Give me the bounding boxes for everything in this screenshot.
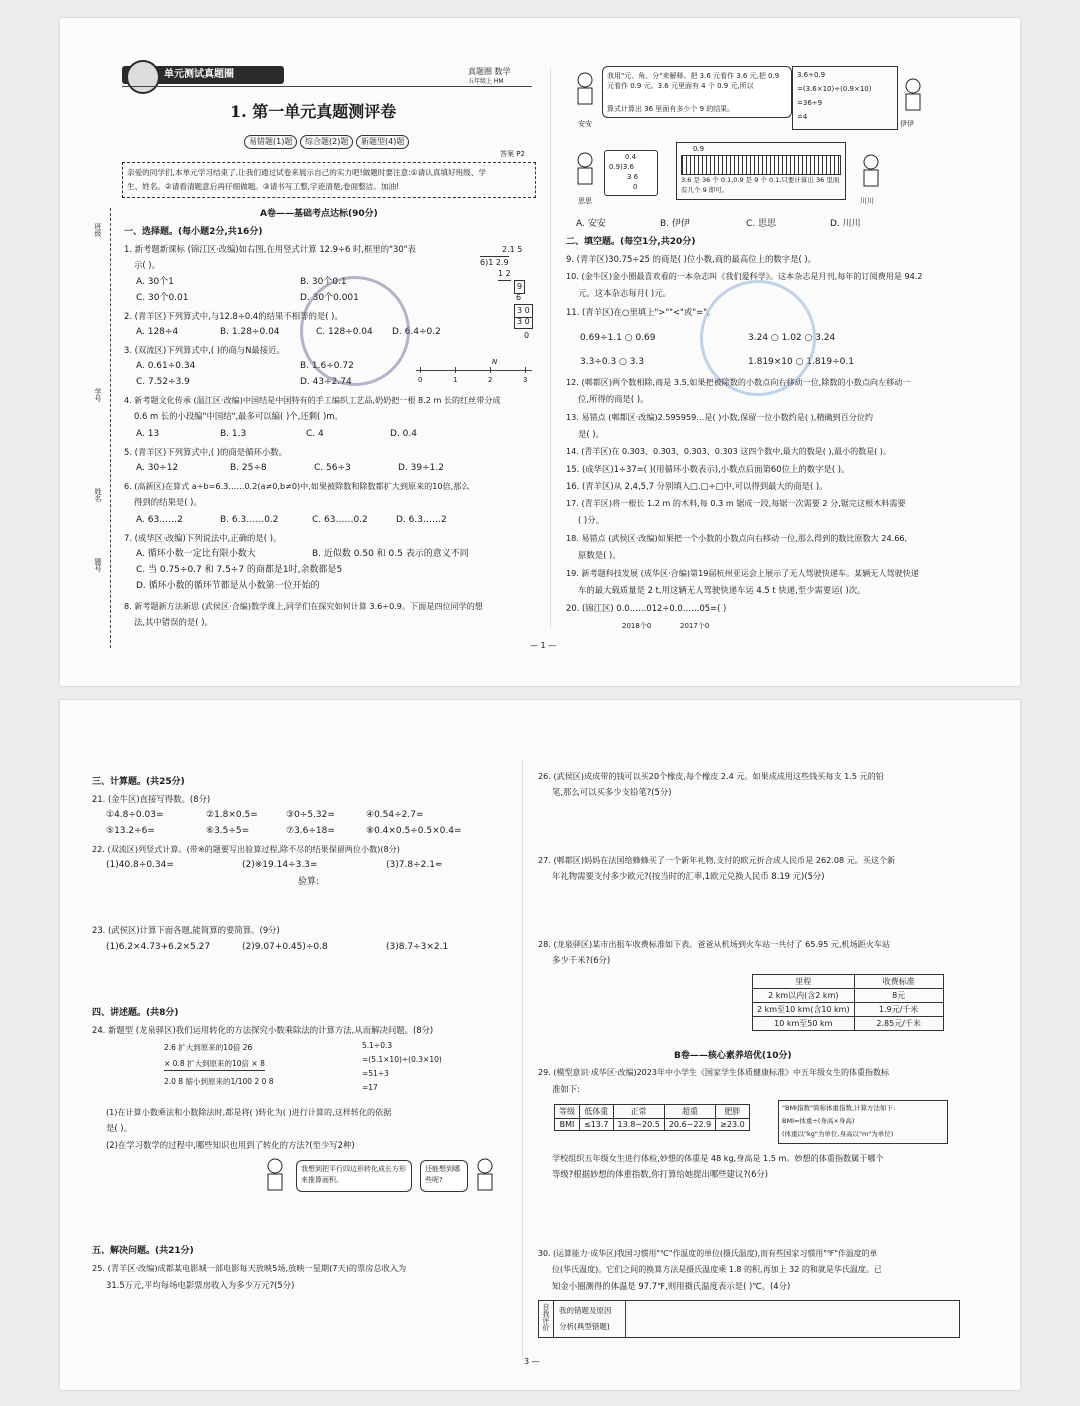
badge-2: 综合题(2)题 (300, 135, 353, 149)
q21-item-2: ②1.8×0.5= (206, 810, 258, 820)
q21-item-5: ⑤13.2÷6= (106, 826, 155, 836)
bmi-header-cell: 肥胖 (716, 1105, 750, 1119)
answer-ref: 答案 P2 (500, 150, 525, 158)
q3-option-a: A. 0.61÷0.34 (136, 361, 196, 371)
yiyi-line-3: =36÷9 (797, 99, 823, 107)
bmi-header-cell: 低体重 (580, 1105, 614, 1119)
q4-option-a: A. 13 (136, 429, 160, 439)
q24-row-2: × 0.8 扩大到原来的10倍 × 8 (164, 1058, 265, 1071)
q12-text-b: 位,所得的商是( )。 (578, 394, 649, 404)
q26-text-a: 26. (武侯区)成成带的钱可以买20个橡皮,每个橡皮 2.4 元。如果成成用这些钱买每支 1.5 元的铅 (538, 771, 884, 781)
bmi-header-cell: 等级 (555, 1105, 580, 1119)
anan-avatar-icon (574, 72, 596, 106)
q4-option-b: B. 1.3 (220, 429, 247, 439)
q7-text: 7. (成华区·改编)下列说法中,正确的是( )。 (124, 533, 282, 543)
div-remainder: 0 (524, 331, 530, 340)
q2-option-b: B. 1.28÷0.04 (220, 327, 280, 337)
q18-text-b: 原数是( )。 (578, 550, 621, 560)
bmi-header-cell: 正常 (613, 1105, 664, 1119)
header-sub: 五年级上 HM (468, 78, 504, 85)
bmi-note-2: BMI=体重÷(身高×身高) (782, 1117, 855, 1125)
q21-text: 21. (金牛区)直接写得数。(8分) (92, 794, 211, 804)
q8-option-b: B. 伊伊 (660, 219, 690, 229)
self-review-box (538, 1300, 960, 1338)
q29-text-a: 29. (模型意识·成华区·改编)2023年中小学生《国家学生体质健康标准》中五年级女生的体重指数标 (538, 1068, 889, 1077)
q24-right-calc (362, 1040, 458, 1102)
badge-3: 新题型(4)题 (356, 135, 409, 149)
q13-text-b: 是( )。 (578, 429, 604, 439)
exam-page-2 (60, 700, 1020, 1390)
q8-option-a: A. 安安 (576, 219, 606, 229)
q21-item-6: ⑥3.5÷5= (206, 826, 250, 836)
page-title: 1. 第一单元真题测评卷 (230, 102, 397, 121)
mascot-icon (126, 60, 160, 94)
taxi-cell: 2.85元/千米 (854, 1017, 943, 1031)
name-chuan: 川川 (860, 197, 874, 205)
girl-speech: 还能想到哪些呢? (425, 1165, 460, 1184)
stamp-watermark (300, 276, 410, 386)
q11-item-3: 3.3÷0.3 ○ 3.3 (580, 357, 645, 367)
numline-0: 0 (418, 376, 423, 384)
chuan-grid (681, 155, 841, 175)
q5-text: 5. (青羊区)下列算式中,( )的商是循环小数。 (124, 447, 288, 457)
girl-speech-bubble (420, 1160, 468, 1192)
q1-text-a: 1. 新考题新课标 (锦江区·改编)如右图,在用竖式计算 12.9÷6 时,框里的"30"表 (124, 244, 416, 254)
side-label-seat: 题号 (94, 558, 102, 572)
taxi-cell: 8元 (854, 989, 943, 1003)
yiyi-calc-box (792, 66, 898, 130)
boy-avatar-icon (264, 1158, 286, 1192)
boy-speech-bubble (296, 1160, 412, 1192)
q1-option-d: D. 30个0.001 (300, 293, 359, 303)
q7-option-b: B. 近似数 0.50 和 0.5 表示的意义不同 (312, 549, 469, 559)
numline-1: 1 (453, 376, 458, 384)
section-2-title: 二、填空题。(每空1分,共20分) (566, 237, 696, 247)
q11-text: 11. (青羊区)在○里填上">""<"或"="。 (566, 307, 716, 317)
q11-item-1: 0.69÷1.1 ○ 0.69 (580, 333, 656, 343)
q7-option-d: D. 循环小数的循环节都是从小数第一位开始的 (136, 581, 320, 591)
q24-part-1b: 是( )。 (106, 1123, 132, 1133)
name-sisi: 思思 (578, 197, 592, 205)
side-label-name: 姓名 (94, 488, 102, 502)
sisi-line-4: 0 (633, 183, 638, 191)
taxi-cell: 1.9元/千米 (854, 1003, 943, 1017)
numline-2: 2 (488, 376, 493, 384)
q7-option-a: A. 循环小数一定比有限小数大 (136, 549, 256, 559)
q20-sub-2: 2017个0 (680, 622, 710, 630)
q5-option-a: A. 30÷12 (136, 463, 179, 473)
anan-speech-2: 算式计算出 36 里面有多少个 9 的结果。 (607, 105, 735, 113)
q17-text-a: 17. (青羊区)将一根长 1.2 m 的木料,每 0.3 m 锯成一段,每锯一次需要 2 分,锯完这根木料需要 (566, 498, 906, 508)
q4-option-c: C. 4 (306, 429, 324, 439)
review-row-2: 分析(典型错题) (559, 1322, 610, 1331)
name-yiyi: 伊伊 (900, 120, 914, 128)
q4-text-a: 4. 新考题文化传承 (温江区·改编)中国结是中国特有的手工编织工艺品,奶奶把一根 8.2 m 长的红丝带分成 (124, 395, 501, 405)
intro-line-1: 亲爱的同学们,本单元学习结束了,让我们通过试卷来展示自己的实力吧!做题时要注意:①请认真填好班级、学 (127, 168, 486, 177)
q3-option-b: B. 1.6÷0.72 (300, 361, 354, 371)
taxi-table-row (753, 1003, 944, 1017)
q11-item-4: 1.819×10 ○ 1.819÷0.1 (748, 357, 854, 367)
anan-speech-bubble (602, 66, 792, 118)
section-b-title: B卷——核心素养培优(10分) (674, 1051, 792, 1061)
q14-text: 14. (青羊区)在 0.303、0.3̇03̇、0.30̇3̇、0.303 这四个数中,最大的数是( ),最小的数是( )。 (566, 447, 891, 456)
q21-item-3: ③0÷5.32= (286, 810, 335, 820)
review-row-1: 我的错题及原因 (559, 1306, 612, 1315)
header-right: 真题圈 数学 (468, 67, 511, 76)
bmi-value-row (555, 1119, 750, 1131)
q22-check-label: 验算: (298, 877, 320, 887)
q4-option-d: D. 0.4 (390, 429, 417, 439)
q15-text: 15. (成华区)1÷37=( )(用循环小数表示),小数点后面第60位上的数字是( )。 (566, 464, 850, 474)
q10-text-b: 元。这本杂志每月( )元。 (578, 288, 671, 298)
numline-3: 3 (523, 376, 528, 384)
q21-item-8: ⑧0.4×0.5÷0.5×0.4= (366, 826, 462, 836)
q24-right-2: =(5.1×10)÷(0.3×10) (362, 1055, 442, 1064)
q5-option-b: B. 25÷8 (230, 463, 267, 473)
q17-text-b: ( )分。 (578, 515, 604, 525)
q2-text: 2. (青羊区)下列算式中,与12.8÷0.4的结果不相等的是( )。 (124, 311, 343, 321)
taxi-cell: 10 km至50 km (753, 1017, 855, 1031)
section-3-title: 三、计算题。(共25分) (92, 777, 185, 787)
q29-text-c: 学校组织五年级女生进行体检,妙想的体重是 48 kg,身高是 1.5 m。妙想的体重指数属于哪个 (552, 1153, 884, 1163)
taxi-header-distance: 里程 (753, 975, 855, 989)
q28-text-a: 28. (龙泉驿区)某市出租车收费标准如下表。爸爸从机场到火车站一共付了 65.95 元,机场距火车站 (538, 939, 891, 949)
q23-item-1: (1)6.2×4.73+6.2×5.27 (106, 942, 211, 952)
q6-option-c: C. 63……0.2 (312, 515, 368, 525)
sisi-calc-box (604, 150, 658, 196)
section-1-title: 一、选择题。(每小题2分,共16分) (124, 227, 263, 237)
q20-text: 20. (锦江区) 0.0……012÷0.0……05=( ) (566, 603, 727, 613)
q3-option-c: C. 7.52÷3.9 (136, 377, 190, 387)
q5-option-d: D. 39÷1.2 (398, 463, 444, 473)
q1-option-a: A. 30个1 (136, 277, 174, 287)
q2-option-d: D. 6.4÷0.2 (392, 327, 441, 337)
yiyi-avatar-icon (902, 78, 924, 112)
q30-text-a: 30. (运算能力·成华区)我国习惯用"℃"作温度的单位(摄氏温度),而有些国家习惯用"℉"作温度的单 (538, 1249, 878, 1258)
side-label-id: 学号 (94, 388, 102, 402)
q29-text-d: 等级?根据妙想的体重指数,你打算给她提出哪些建议?(6分) (552, 1169, 769, 1179)
q22-item-1: (1)40.8÷0.34= (106, 860, 174, 870)
q2-option-c: C. 128÷0.04 (316, 327, 373, 337)
numline-n: N (492, 358, 498, 366)
q25-text-a: 25. (青羊区·改编)成都某电影城一部电影每天放映5场,放映一星期(7天)的票房总收入为 (92, 1263, 407, 1273)
bmi-value-cell: BMI (555, 1119, 580, 1131)
long-division-figure (480, 244, 536, 344)
div-dividend: 6)1 2.9 (480, 258, 509, 267)
taxi-fare-table (752, 974, 944, 1031)
q11-item-2: 3.24 ○ 1.02 ○ 3.24 (748, 333, 836, 343)
taxi-header-fare: 收费标准 (854, 975, 943, 989)
q24-right-3: =51÷3 (362, 1069, 389, 1078)
q24-transform-figure (164, 1042, 364, 1100)
chuan-model-box (676, 142, 846, 200)
taxi-cell: 2 km以内(含2 km) (753, 989, 855, 1003)
chuan-top-label: 0.9 (693, 145, 705, 153)
bmi-value-cell: ≤13.7 (580, 1119, 614, 1131)
q8-text-a: 8. 新考题新方法新思 (武侯区·合编)数学课上,同学们在探究如何计算 3.6÷0.9。下面是四位同学的想 (124, 601, 483, 611)
q29-text-b: 准如下: (552, 1084, 580, 1094)
q9-text: 9. (青羊区)30.75÷25 的商是( )位小数,商的最高位上的数字是( )。 (566, 254, 817, 264)
chuan-avatar-icon (860, 154, 882, 188)
q22-item-2: (2)※19.14÷3.3= (242, 860, 318, 870)
bmi-header-row (555, 1105, 750, 1119)
q1-option-c: C. 30个0.01 (136, 293, 189, 303)
q6-option-b: B. 6.3……0.2 (220, 515, 279, 525)
yiyi-line-2: =(3.6×10)÷(0.9×10) (797, 85, 872, 93)
q27-text-b: 年礼物需要支付多少欧元?(按当时的汇率,1欧元兑换人民币 8.19 元)(5分) (552, 871, 825, 881)
q1-option-b: B. 30个0.1 (300, 277, 347, 287)
taxi-table-header (753, 975, 944, 989)
q22-item-3: (3)7.8÷2.1≈ (386, 860, 443, 870)
sisi-line-2: 0.9)3.6 (609, 163, 634, 171)
boy-speech: 我想到把平行四边形转化成长方形来推算面积。 (301, 1165, 406, 1184)
page-number-1: — 1 — (530, 641, 557, 650)
bmi-value-cell: 13.8~20.5 (613, 1119, 664, 1131)
taxi-table-row (753, 989, 944, 1003)
q22-text: 22. (双流区)列竖式计算。(带※的题要写出验算过程,除不尽的结果保留两位小数)(8分) (92, 844, 400, 854)
q8-text-b: 法,其中错误的是( )。 (134, 617, 213, 627)
name-anan: 安安 (578, 120, 592, 128)
q24-part-1a: (1)在计算小数乘法和小数除法时,都是将( )转化为( )进行计算的,这样转化的依据 (106, 1107, 392, 1117)
q20-sub-1: 2018个0 (622, 622, 652, 630)
q6-option-a: A. 63……2 (136, 515, 183, 525)
q21-item-7: ⑦3.6÷18= (286, 826, 335, 836)
q3-option-d: D. 43÷2.74 (300, 377, 352, 387)
sisi-line-3: 3 6 (627, 173, 639, 181)
div-step-2: 9 (514, 280, 525, 294)
bmi-value-cell: ≥23.0 (716, 1119, 750, 1131)
taxi-table-row (753, 1017, 944, 1031)
q6-option-d: D. 6.3……2 (396, 515, 447, 525)
q23-item-2: (2)9.07+0.45)÷0.8 (242, 942, 328, 952)
review-label: 自我评价 (542, 1303, 550, 1331)
q12-text-a: 12. (郫都区)两个数相除,商是 3.5,如果把被除数的小数点向右移动一位,除数的小数点向左移动一 (566, 377, 911, 387)
q24-part-2: (2)在学习数学的过程中,哪些知识也用到了转化的方法?(至少写2种) (106, 1140, 355, 1150)
q23-text: 23. (武侯区)计算下面各题,能简算的要简算。(9分) (92, 925, 280, 935)
q7-option-c: C. 当 0.75÷0.7 和 7.5÷7 的商都是1时,余数都是5 (136, 565, 343, 575)
q13-text-a: 13. 易错点 (郫都区·改编)2.595959…是( )小数,保留一位小数约是( ),精确到百分位约 (566, 412, 873, 422)
banner-title: 单元测试真题圈 (164, 69, 234, 80)
page-number-2: 3 — (524, 1357, 540, 1366)
q19-text-a: 19. 新考题科技发展 (成华区·合编)第19届杭州亚运会上展示了无人驾驶快递车。某辆无人驾驶快递 (566, 568, 919, 578)
q8-option-c: C. 思思 (746, 219, 777, 229)
q6-text-b: 得到的结果是( )。 (134, 497, 202, 507)
review-label-cell (539, 1301, 554, 1337)
intro-box (122, 162, 536, 198)
div-step-4: 3 0 (514, 304, 533, 318)
taxi-cell: 2 km至10 km(含10 km) (753, 1003, 855, 1017)
bmi-table (554, 1104, 750, 1131)
div-step-5: 3 0 (514, 316, 533, 329)
q19-text-b: 车的最大载质量是 2 t,用这辆无人驾驶快递车运 4.5 t 快递,至少需要运( )次。 (578, 585, 866, 595)
bmi-note-box (778, 1100, 948, 1144)
q1-text-b: 示( )。 (134, 260, 160, 270)
bmi-note-1: "BMI指数"简称体重指数,计算方法如下: (782, 1104, 896, 1112)
q24-text: 24. 新题型 (龙泉驿区)我们运用转化的方法探究小数乘除法的计算方法,从而解决问题。(8分) (92, 1025, 434, 1035)
section-4-title: 四、讲述题。(共8分) (92, 1008, 179, 1018)
sisi-line-1: 0.4 (625, 153, 637, 161)
q26-text-b: 笔,那么可以买多少支铅笔?(5分) (552, 787, 672, 797)
q21-item-4: ④0.54÷2.7= (366, 810, 424, 820)
q3-text: 3. (双流区)下列算式中,( )的商与N最接近。 (124, 345, 285, 355)
yiyi-line-1: 3.6÷0.9 (797, 71, 826, 79)
yiyi-line-4: =4 (797, 113, 808, 121)
exam-page-1 (60, 18, 1020, 686)
q25-text-b: 31.5万元,平均每场电影票房收入为多少万元?(5分) (106, 1280, 295, 1290)
anan-speech: 我用"元、角、分"来解释。把 3.6 元看作 3.6 元,把 0.9 元看作 0.9 元。3.6 元里面有 4 个 0.9 元,所以 (607, 72, 780, 90)
q8-option-d: D. 川川 (830, 219, 861, 229)
sisi-avatar-icon (574, 152, 596, 186)
intro-line-2: 生、姓名。②请看清题意后再仔细做题。③请书写工整,字迹清楚,卷面整洁。加油! (127, 182, 400, 191)
q6-text-a: 6. (高新区)在算式 a÷b=6.3……0.2(a≠0,b≠0)中,如果被除数和除数都扩大到原来的10倍,那么 (124, 481, 470, 491)
section-a-title: A卷——基础考点达标(90分) (260, 209, 378, 219)
q16-text: 16. (青羊区)从 2,4,5,7 分别填入□.□÷□中,可以得到最大的商是( )。 (566, 481, 828, 491)
q24-right-4: =17 (362, 1083, 378, 1092)
div-step-1: 1 2 (498, 268, 511, 281)
q24-row-1: 2.6 扩大到原来的10倍 26 (164, 1043, 253, 1052)
q4-text-b: 0.6 m 长的小段编"中国结",最多可以编( )个,还剩( )m。 (134, 411, 343, 421)
q10-text-a: 10. (金牛区)金小圈最喜欢看的一本杂志叫《我们爱科学》。这本杂志是月刊,每年的订阅费用是 94.2 (566, 271, 923, 281)
girl-avatar-icon (474, 1158, 496, 1192)
bmi-note-3: (体重以"kg"为单位,身高以"m"为单位) (782, 1130, 894, 1138)
section-5-title: 五、解决问题。(共21分) (92, 1246, 194, 1256)
div-quotient: 2.1 5 (502, 245, 523, 254)
bmi-header-cell: 超重 (664, 1105, 715, 1119)
q23-item-3: (3)8.7÷3×2.1 (386, 942, 449, 952)
q24-right-1: 5.1÷0.3 (362, 1041, 393, 1050)
bmi-value-cell: 20.6~22.9 (664, 1119, 715, 1131)
q24-row-3: 2.0 8 缩小到原来的1/100 2 0 8 (164, 1077, 274, 1086)
div-step-3: 6 (516, 292, 521, 305)
badge-1: 易错题(1)题 (244, 135, 297, 149)
q18-text-a: 18. 易错点 (武侯区·改编)如果把一个小数的小数点向右移动一位,那么得到的数比原数大 24.66, (566, 533, 908, 543)
q2-option-a: A. 128÷4 (136, 327, 179, 337)
q30-text-b: 位(华氏温度)。它们之间的换算方法是摄氏温度乘 1.8 的积,再加上 32 的和就是华氏温度。已 (552, 1265, 882, 1274)
number-line (416, 360, 536, 386)
q28-text-b: 多少千米?(6分) (552, 955, 611, 965)
chuan-text: 3.6 是 36 个 0.1,0.9 是 9 个 0.1,只要计算出 36 里面有几个 9 即可。 (681, 176, 840, 194)
q21-item-1: ①4.8÷0.03= (106, 810, 164, 820)
q5-option-c: C. 56÷3 (314, 463, 351, 473)
q30-text-c: 知金小圈测得的体温是 97.7℉,则用摄氏温度表示是( )℃。(4分) (552, 1281, 791, 1291)
side-label-class: 班级 (94, 223, 102, 237)
q27-text-a: 27. (郫都区)妈妈在法国给蜂蜂买了一个新年礼物,支付的欧元折合成人民币是 262.08 元。买这个新 (538, 855, 896, 865)
